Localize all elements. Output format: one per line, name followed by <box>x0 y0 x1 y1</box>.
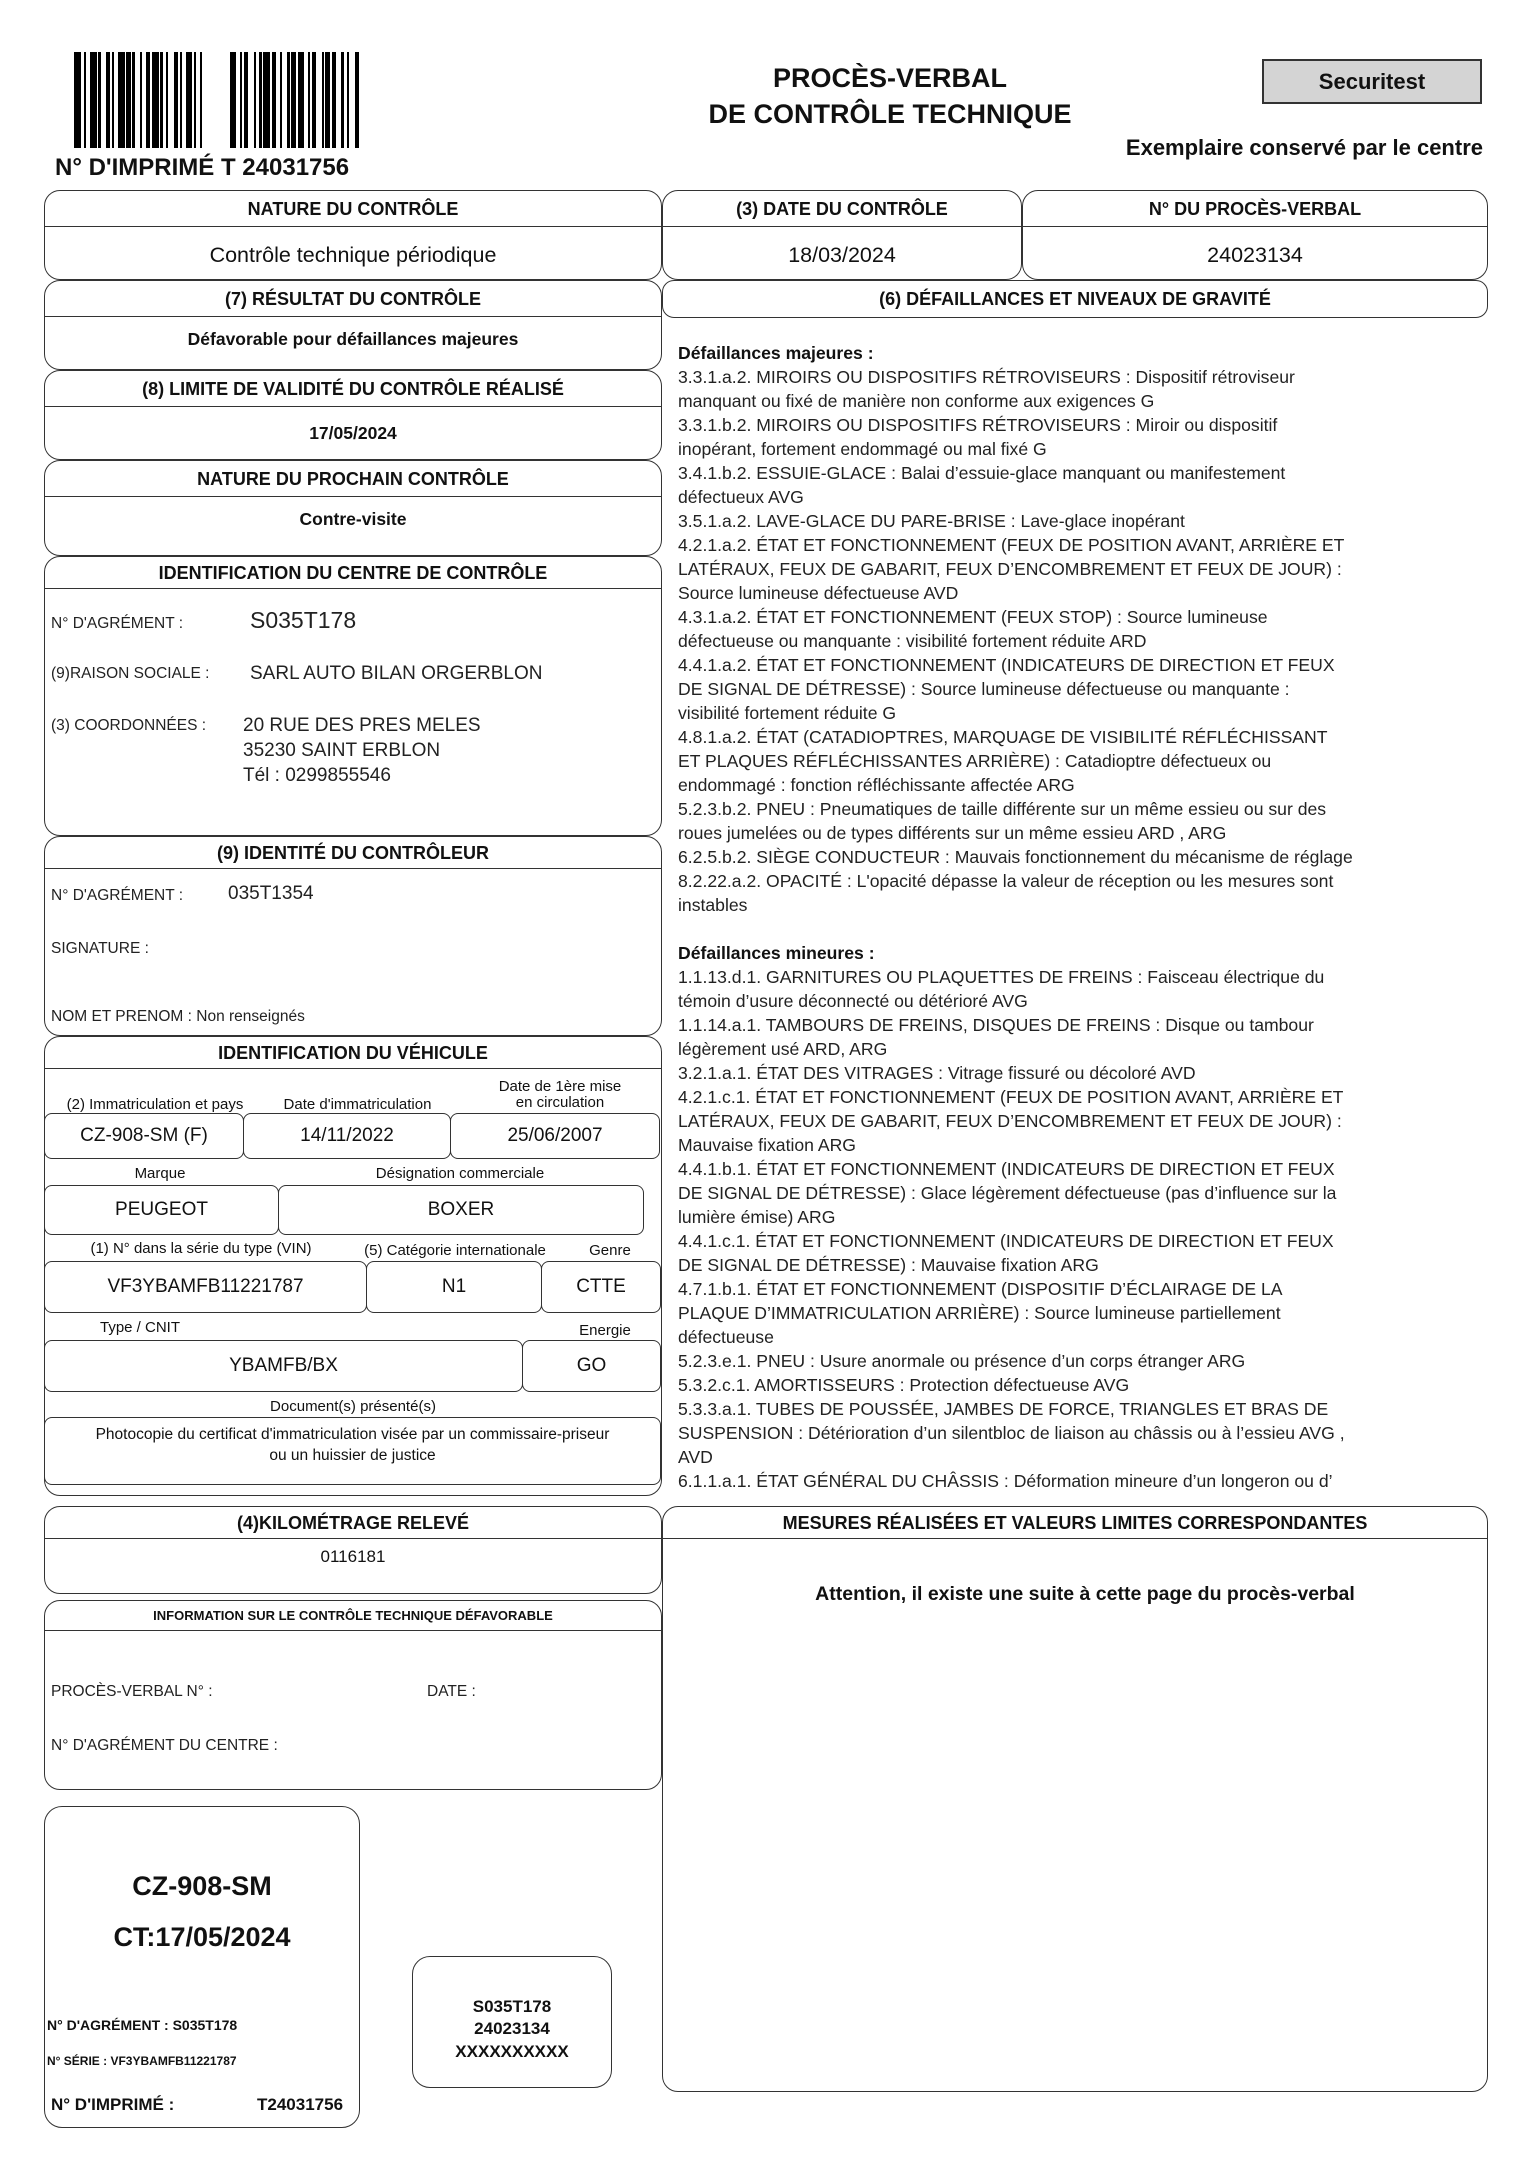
date-immat-label: Date d'immatriculation <box>283 1096 432 1113</box>
nom-prenom-label: NOM ET PRENOM : Non renseignés <box>51 1008 305 1025</box>
defaillances-label: (6) DÉFAILLANCES ET NIVEAUX DE GRAVITÉ <box>879 289 1271 309</box>
majeures-item: 3.4.1.b.2. ESSUIE-GLACE : Balai d’essuie-glace manquant ou manifestement défectueux AVG <box>678 463 1286 507</box>
mesures-label: MESURES RÉALISÉES ET VALEURS LIMITES CORRESPONDANTES <box>663 1507 1487 1539</box>
majeures-item: 5.2.3.b.2. PNEU : Pneumatiques de taille différente sur un même essieu ou sur des roues jumelées ou de types différents sur un même essieu ARD , ARG <box>678 799 1327 843</box>
mineures-item: 4.7.1.b.1. ÉTAT ET FONCTIONNEMENT (DISPOSITIF D’ÉCLAIRAGE DE LA PLAQUE D’IMMATRICULATION ARRIÈRE) : Source lumineuse partiellement défectueuse <box>678 1279 1283 1347</box>
centre-coordonnees-line-2: 35230 SAINT ERBLON <box>243 740 441 761</box>
vehicule-box <box>44 1036 662 1496</box>
stamp-line-3: XXXXXXXXXX <box>455 2042 569 2061</box>
majeures-list <box>678 365 1478 917</box>
immat-value-box <box>44 1113 244 1159</box>
mineures-item: 4.4.1.c.1. ÉTAT ET FONCTIONNEMENT (INDICATEURS DE DIRECTION ET FEUX DE SIGNAL DE DÉTRESSE) : Mauvaise fixation ARG <box>678 1231 1334 1275</box>
centre-label: IDENTIFICATION DU CENTRE DE CONTRÔLE <box>45 557 661 589</box>
vignette-imprime-value: T24031756 <box>257 2095 344 2114</box>
limite-validite-value: 17/05/2024 <box>309 423 397 443</box>
type-cnit-value: YBAMFB/BX <box>229 1355 338 1376</box>
centre-raison-value: SARL AUTO BILAN ORGERBLON <box>250 663 543 684</box>
vignette-agrement: N° D'AGRÉMENT : S035T178 <box>47 2017 238 2033</box>
designation-value-box <box>278 1185 644 1235</box>
brand-box: Securitest <box>1262 59 1482 104</box>
majeures-item: 4.2.1.a.2. ÉTAT ET FONCTIONNEMENT (FEUX DE POSITION AVANT, ARRIÈRE ET LATÉRAUX, FEUX DE GABARIT, FEUX D’ENCOMBREMENT ET FEUX DE JOUR) : Source lumineuse défectueuse AVD <box>678 535 1345 603</box>
marque-label: Marque <box>134 1165 186 1182</box>
mineures-item: 5.3.3.a.1. TUBES DE POUSSÉE, JAMBES DE FORCE, TRIANGLES ET BRAS DE SUSPENSION : Détérioration d’un silentbloc de liaison au châssis ou à l’essieu AVG , AVD <box>678 1399 1345 1467</box>
type-cnit-label: Type / CNIT <box>100 1319 181 1336</box>
mineures-item: 1.1.14.a.1. TAMBOURS DE FREINS, DISQUES DE FREINS : Disque ou tambour légèrement usé ARD, ARG <box>678 1015 1314 1059</box>
date-immat-value-box <box>243 1113 451 1159</box>
nature-controle-value: Contrôle technique périodique <box>209 243 497 267</box>
mineures-item: 1.1.13.d.1. GARNITURES OU PLAQUETTES DE FREINS : Faisceau électrique du témoin d’usure déconnecté ou détérioré AVG <box>678 967 1325 1011</box>
genre-value-box <box>541 1261 661 1313</box>
marque-value-box <box>44 1185 279 1235</box>
controleur-box <box>44 836 662 1036</box>
vehicule-label: IDENTIFICATION DU VÉHICULE <box>45 1037 661 1069</box>
designation-label: Désignation commerciale <box>375 1165 545 1182</box>
resultat-label: (7) RÉSULTAT DU CONTRÔLE <box>45 281 661 317</box>
mineures-item: 5.3.2.c.1. AMORTISSEURS : Protection défectueuse AVG <box>678 1375 1130 1395</box>
prochain-controle-box <box>44 460 662 556</box>
documents-value-box <box>44 1417 661 1485</box>
defaillances-list <box>678 341 1478 1493</box>
nature-controle-label: NATURE DU CONTRÔLE <box>45 191 661 227</box>
vignette-plate: CZ-908-SM <box>132 1871 272 1901</box>
majeures-item: 6.2.5.b.2. SIÈGE CONDUCTEUR : Mauvais fonctionnement du mécanisme de réglage <box>678 847 1353 867</box>
centre-coordonnees-label: (3) COORDONNÉES : <box>51 717 207 734</box>
categorie-value: N1 <box>441 1276 467 1297</box>
info-agrement-label: N° D'AGRÉMENT DU CENTRE : <box>51 1737 278 1754</box>
date-controle-value: 18/03/2024 <box>788 243 896 267</box>
copy-note: Exemplaire conservé par le centre <box>1125 135 1483 160</box>
kilometrage-value: 0116181 <box>320 1547 386 1566</box>
kilometrage-label: (4)KILOMÉTRAGE RELEVÉ <box>45 1507 661 1539</box>
premiere-circulation-value: 25/06/2007 <box>507 1125 603 1146</box>
signature-label: SIGNATURE : <box>51 940 149 957</box>
pv-number-value: 24023134 <box>1207 243 1303 267</box>
centre-raison-label: (9)RAISON SOCIALE : <box>51 665 210 682</box>
majeures-item: 4.8.1.a.2. ÉTAT (CATADIOPTRES, MARQUAGE DE VISIBILITÉ RÉFLÉCHISSANT ET PLAQUES RÉFLÉCHISSANTES ARRIÈRE) : Catadioptre défectueux ou endommagé : fonction réfléchissante affectée ARG <box>678 727 1328 795</box>
mineures-item: 6.1.1.a.1. ÉTAT GÉNÉRAL DU CHÂSSIS : Déformation mineure d’un longeron ou d’ <box>678 1471 1333 1491</box>
stamp-line-1: S035T178 <box>472 1997 552 2016</box>
majeures-item: 8.2.22.a.2. OPACITÉ : L'opacité dépasse la valeur de réception ou les mesures sont instables <box>678 871 1334 915</box>
mineures-item: 3.2.1.a.1. ÉTAT DES VITRAGES : Vitrage fissuré ou décoloré AVD <box>678 1063 1196 1083</box>
info-date-label: DATE : <box>427 1683 476 1700</box>
stamp-line-2: 24023134 <box>474 2019 550 2038</box>
date-controle-box <box>662 190 1022 280</box>
controleur-agrement-value: 035T1354 <box>228 883 314 904</box>
mineures-item: 5.2.3.e.1. PNEU : Usure anormale ou présence d’un corps étranger ARG <box>678 1351 1246 1371</box>
documents-value-line-1: Photocopie du certificat d'immatriculation visée par un commissaire-priseur <box>95 1426 610 1443</box>
vignette-serie: N° SÉRIE : VF3YBAMFB11221787 <box>47 2054 237 2068</box>
vignette-imprime-label: N° D'IMPRIMÉ : <box>51 2095 175 2114</box>
centre-coordonnees-line-3: Tél : 0299855546 <box>243 765 391 786</box>
vin-value: VF3YBAMFB11221787 <box>107 1276 304 1297</box>
document-title-line-1: PROCÈS-VERBAL <box>772 63 1008 93</box>
centre-box <box>44 556 662 836</box>
kilometrage-box <box>44 1506 662 1594</box>
vin-label: (1) N° dans la série du type (VIN) <box>90 1240 312 1257</box>
majeures-title: Défaillances majeures : <box>678 343 874 363</box>
majeures-item: 3.3.1.b.2. MIROIRS OU DISPOSITIFS RÉTROVISEURS : Miroir ou dispositif inopérant, fortement endommagé ou mal fixé G <box>678 415 1278 459</box>
majeures-item: 3.5.1.a.2. LAVE-GLACE DU PARE-BRISE : Lave-glace inopérant <box>678 511 1185 531</box>
prochain-controle-label: NATURE DU PROCHAIN CONTRÔLE <box>45 461 661 497</box>
mineures-list <box>678 965 1478 1493</box>
info-pv-label: PROCÈS-VERBAL N° : <box>51 1683 213 1700</box>
majeures-item: 3.3.1.a.2. MIROIRS OU DISPOSITIFS RÉTROVISEURS : Dispositif rétroviseur manquant ou fixé de manière non conforme aux exigences G <box>678 367 1295 411</box>
limite-validite-label: (8) LIMITE DE VALIDITÉ DU CONTRÔLE RÉALISÉ <box>45 371 661 407</box>
controleur-agrement-label: N° D'AGRÉMENT : <box>51 887 184 904</box>
limite-validite-box <box>44 370 662 460</box>
pv-number-label: N° DU PROCÈS-VERBAL <box>1023 191 1487 227</box>
premiere-circulation-label-line-1: Date de 1ère mise <box>498 1078 622 1095</box>
resultat-box <box>44 280 662 370</box>
premiere-circulation-label-line-2: en circulation <box>515 1094 605 1111</box>
immat-label: (2) Immatriculation et pays <box>66 1096 244 1113</box>
majeures-item: 4.3.1.a.2. ÉTAT ET FONCTIONNEMENT (FEUX STOP) : Source lumineuse défectueuse ou manquante : visibilité fortement réduite ARD <box>678 607 1268 651</box>
categorie-value-box <box>366 1261 542 1313</box>
date-immat-value: 14/11/2022 <box>300 1125 394 1146</box>
print-number: N° D'IMPRIMÉ T 24031756 <box>55 154 350 181</box>
centre-agrement-label: N° D'AGRÉMENT : <box>51 615 184 632</box>
documents-label: Document(s) présenté(s) <box>270 1398 436 1415</box>
marque-value: PEUGEOT <box>115 1199 208 1220</box>
nature-controle-box <box>44 190 662 280</box>
document-title-line-2: DE CONTRÔLE TECHNIQUE <box>708 99 1072 129</box>
premiere-circulation-value-box <box>450 1113 660 1159</box>
document-title <box>660 60 1120 132</box>
type-cnit-value-box <box>44 1340 523 1392</box>
majeures-item: 4.4.1.a.2. ÉTAT ET FONCTIONNEMENT (INDICATEURS DE DIRECTION ET FEUX DE SIGNAL DE DÉTRESSE) : Source lumineuse défectueuse ou manquante : visibilité fortement réduite G <box>678 655 1335 723</box>
mineures-item: 4.4.1.b.1. ÉTAT ET FONCTIONNEMENT (INDICATEURS DE DIRECTION ET FEUX DE SIGNAL DE DÉTRESSE) : Glace légèrement défectueuse (pas d’influence sur la lumière émise) ARG <box>678 1159 1337 1227</box>
mineures-title: Défaillances mineures : <box>678 943 875 963</box>
mesures-box <box>662 1506 1488 2092</box>
resultat-value: Défavorable pour défaillances majeures <box>187 329 519 349</box>
immat-value: CZ-908-SM (F) <box>80 1125 208 1146</box>
barcode <box>74 52 524 148</box>
info-defavorable-label: INFORMATION SUR LE CONTRÔLE TECHNIQUE DÉFAVORABLE <box>45 1601 661 1631</box>
info-defavorable-box <box>44 1600 662 1790</box>
designation-value: BOXER <box>427 1199 495 1220</box>
documents-value-line-2: ou un huissier de justice <box>269 1447 436 1464</box>
controleur-label: (9) IDENTITÉ DU CONTRÔLEUR <box>45 837 661 869</box>
prochain-controle-value: Contre-visite <box>299 509 407 529</box>
vignette-ct-date: CT:17/05/2024 <box>113 1922 291 1952</box>
categorie-label: (5) Catégorie internationale <box>364 1242 546 1259</box>
vin-value-box <box>44 1261 367 1313</box>
genre-value: CTTE <box>576 1276 626 1297</box>
energie-value-box <box>522 1340 661 1392</box>
pv-number-box <box>1022 190 1488 280</box>
defaillances-header-box <box>662 280 1488 318</box>
mesures-note: Attention, il existe une suite à cette page du procès-verbal <box>815 1583 1355 1605</box>
energie-label: Energie <box>579 1322 631 1339</box>
genre-label: Genre <box>589 1242 631 1259</box>
stamp-box <box>412 1956 612 2088</box>
energie-value: GO <box>576 1355 607 1376</box>
date-controle-label: (3) DATE DU CONTRÔLE <box>663 191 1021 227</box>
centre-coordonnees-line-1: 20 RUE DES PRES MELES <box>243 715 481 736</box>
centre-agrement-value: S035T178 <box>250 607 357 633</box>
vignette-box <box>44 1806 360 2128</box>
mineures-item: 4.2.1.c.1. ÉTAT ET FONCTIONNEMENT (FEUX DE POSITION AVANT, ARRIÈRE ET LATÉRAUX, FEUX DE GABARIT, FEUX D’ENCOMBREMENT ET FEUX DE JOUR) : Mauvaise fixation ARG <box>678 1087 1344 1155</box>
premiere-circulation-label <box>460 1079 660 1111</box>
